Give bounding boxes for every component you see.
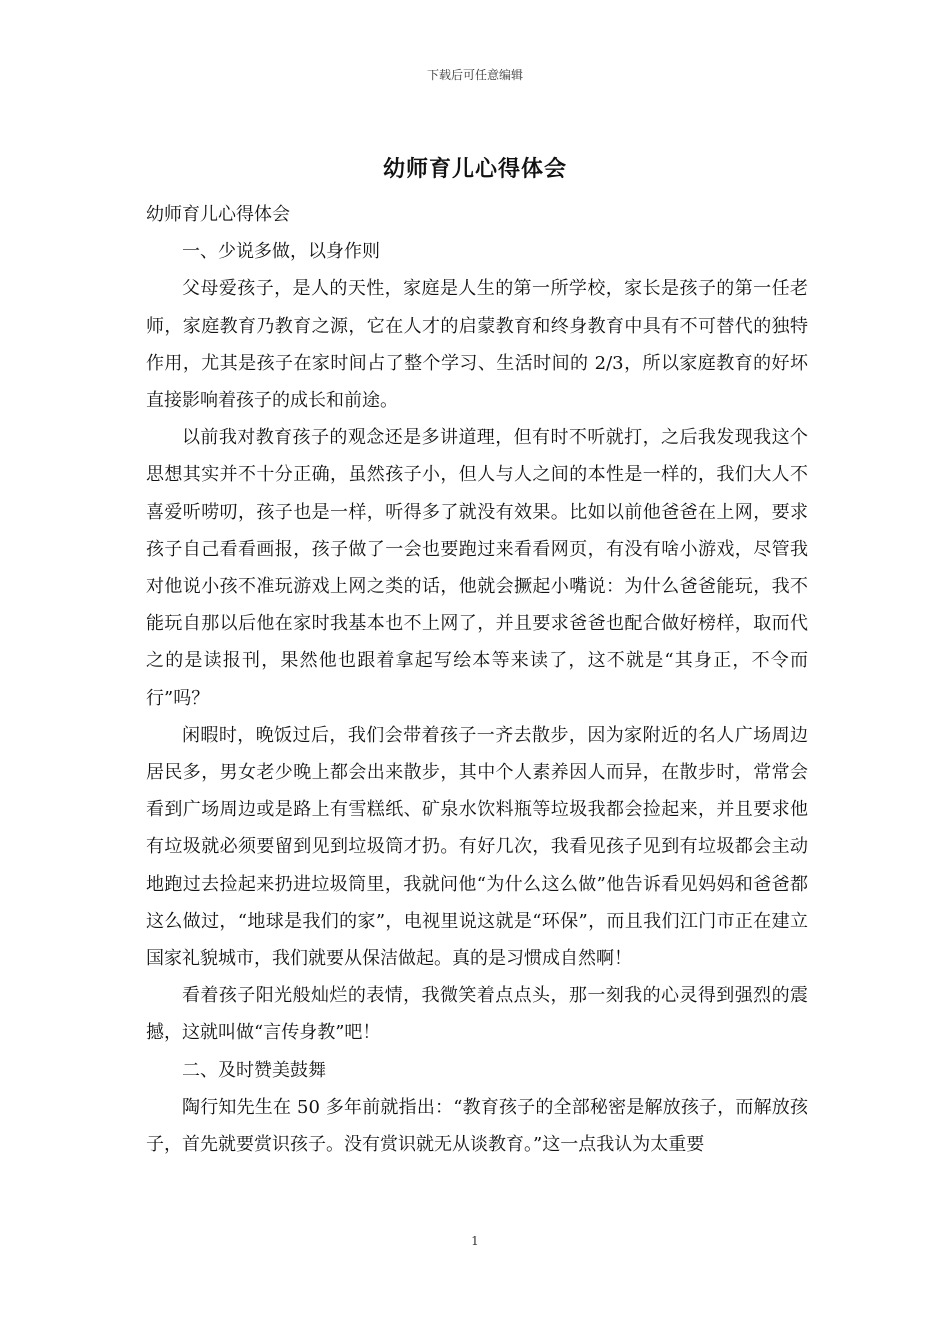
body-paragraph: 闲暇时，晚饭过后，我们会带着孩子一齐去散步，因为家附近的名人广场周边居民多，男女老少晚上都会出来散步，其中个人素养因人而异，在散步时，常常会看到广场周边或是路上有雪糕纸、矿泉水饮料瓶等垃圾我都会捡起来，并且要求他有垃圾就必须要留到见到垃圾筒才扔。有好几次，我看见孩子见到有垃圾都会主动地跑过去捡起来扔进垃圾筒里，我就问他“为什么这么做”他告诉看见妈妈和爸爸都这么做过，“地球是我们的家”，电视里说这就是“环保”，而且我们江门市正在建立国家礼貌城市，我们就要从保洁做起。真的是习惯成自然啊！: [146, 724, 808, 970]
section-heading-2: 二、及时赞美鼓舞: [182, 1059, 326, 1081]
page-header: 下载后可任意编辑: [426, 68, 523, 82]
document-body: [146, 196, 808, 1163]
page-number: 1: [471, 1234, 479, 1248]
subtitle-paragraph: 幼师育儿心得体会: [146, 204, 290, 225]
body-paragraph: 父母爱孩子，是人的天性，家庭是人生的第一所学校，家长是孩子的第一任老师，家庭教育乃教育之源，它在人才的启蒙教育和终身教育中具有不可替代的独特作用，尤其是孩子在家时间占了整个学习、生活时间的 2/3，所以家庭教育的好坏直接影响着孩子的成长和前途。: [146, 278, 808, 412]
section-heading-1: 一、少说多做，以身作则: [182, 241, 380, 263]
document-title: 幼师育儿心得体会: [382, 156, 567, 182]
body-paragraph: 陶行知先生在 50 多年前就指出：“教育孩子的全部秘密是解放孩子，而解放孩子，首先就要赏识孩子。没有赏识就无从谈教育。”这一点我认为太重要: [146, 1096, 808, 1156]
body-paragraph: 以前我对教育孩子的观念还是多讲道理，但有时不听就打，之后我发现我这个思想其实并不十分正确，虽然孩子小，但人与人之间的本性是一样的，我们大人不喜爱听唠叨，孩子也是一样，听得多了就没有效果。比如以前他爸爸在上网，要求孩子自己看看画报，孩子做了一会也要跑过来看看网页，有没有啥小游戏，尽管我对他说小孩不准玩游戏上网之类的话，他就会撅起小嘴说：为什么爸爸能玩，我不能玩自那以后他在家时我基本也不上网了，并且要求爸爸也配合做好榜样，取而代之的是读报刊，果然他也跟着拿起写绘本等来读了，这不就是“其身正，不令而行”吗？: [146, 427, 808, 709]
body-paragraph: 看着孩子阳光般灿烂的表情，我微笑着点点头，那一刻我的心灵得到强烈的震撼，这就叫做“言传身教”吧！: [146, 985, 808, 1044]
